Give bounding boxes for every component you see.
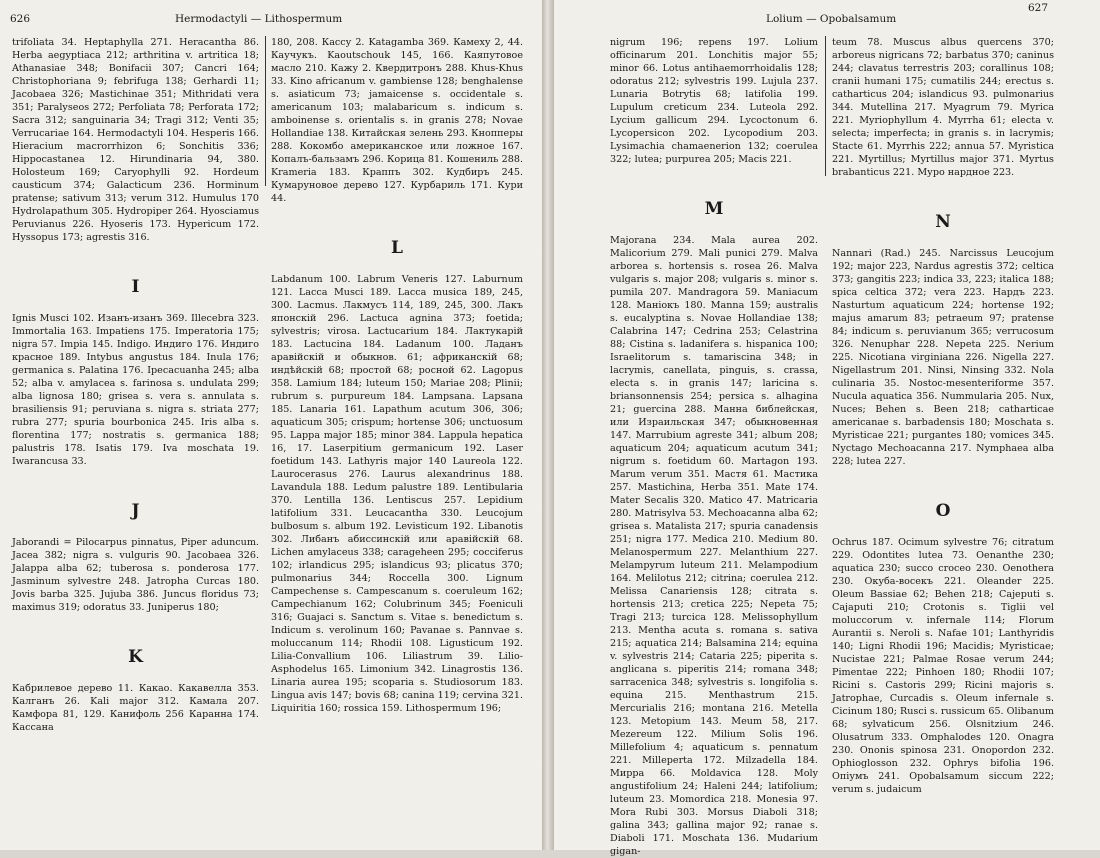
page-header xyxy=(10,10,532,32)
text-column xyxy=(610,36,818,857)
index-entries: teum 78. Muscus albus quercens 370; arboreus nigricans 72; barbatus 370; caninus 244; clavatus terrestris 203; corallinus 108; cranii humani 175; cumatilis 244; erectus s. catharticus 204; islandicus 93. pulmonarius 344. Mutellina 217. Myagrum 79. Myrica 221. Myriophyllum 4. Myrrha 61; electa v. selecta; imperfecta; in granis s. in lacrymis; Stacte 61. Myrrhis 222; annua 57. Myristica 221. Myrtillus; Myrtillus major 371. Myrtus brabanticus 221. Мурo нардное 223. xyxy=(832,37,1054,178)
page-number: 626 xyxy=(10,13,31,25)
text-column xyxy=(832,36,1054,844)
section-letter: L xyxy=(391,238,403,258)
running-head: Lolium — Opobalsamum xyxy=(766,13,897,25)
index-entries: Ochrus 187. Ocimum sylvestre 76; citratum 229. Odontites lutea 73. Oenanthe 230; aquatica 230; succo croceo 230. Oenothera 230. Окуба-восекъ 221. Oleander 225. Oleum Bassiae 62; Behen 218; Cajeputi s. Cajaputi 210; Crotonis s. Tiglii vel moluccorum v. infernale 114; Florum Aurantii s. Neroli s. Nafae 101; Lanthyridis 140; Ligni Rhodii 196; Macidis; Myristicae; Nucistae 221; Palmae Rosae verum 244; Pimentae 222; Pinhoen 180; Rhodii 107; Ricini s. Castoris 299; Ricini majoris s. Jatrophae, Curcadis s. Oleum infernale s. Cicinum 180; Rusci s. russicum 65. Olibanum 68; sylvaticum 256. Olsnitzium 246. Olusatrum 333. Omphalodes 120. Onagra 230. Ononis spinosa 231. Onopordon 232. Ophioglosson 232. Ophrys bifolia 196. Опіумъ 241. Opobalsamum siccum 222; verum s. judaicum xyxy=(832,537,1054,795)
column-rule xyxy=(265,36,266,186)
text-column xyxy=(12,36,259,844)
index-entries: trifoliata 34. Heptaphylla 271. Heracantha 86. Herba aegyptiaca 212; arthritina v. artritica 18; Athanasiae 348; Bonifacii 307; Cancri 164; Christophoriana 9; febrifuga 138; Gerhardi 11; Jacobaea 326; Mastichinae 351; Mithridati vera 351; Paralyseos 272; Perfoliata 78; Perforata 172; Sacra 312; sanguinaria 34; Tragi 312; Venti 35; Verrucariae 164. Hermodactyli 104. Hesperis 166. Hieracium macrorrhizon 6; Sonchitis 336; Hippocastanea 12. Hirundinaria 94, 380. Holosteum 169; Caryophylli 92. Hordeum causticum 374; Galacticum 236. Horminum pratense; sativum 313; verum 312. Humulus 170 Hydrolapathum 305. Hydropiper 264. Hyosciamus Peruvianus 226. Hyoseris 173. Hypericum 172. Hyssopus 173; agrestis 316. xyxy=(12,37,259,243)
index-entries: Ignis Musci 102. Изанъ-изанъ 369. Illecebra 323. Immortalia 163. Impatiens 175. Imperatoria 175; nigra 57. Impia 145. Indigo. Индиго 176. Индиго красное 189. Intybus angustus 184. Inula 176; germanica s. Palatina 176. Ipecacuanha 245; alba 52; alba v. amylacea s. farinosa s. undulata 299; alba lignosa 180; grisea s. vera s. annulata s. brasiliensis 91; peruviana s. nigra s. striata 277; rubra 277; spuria bourbonica 245. Iris alba s. florentina 177; nostratis s. germanica 188; palustris 178. Isatis 179. Iva moschata 19. Iwarancusa 33. xyxy=(12,313,259,467)
page-header xyxy=(566,2,1088,32)
section-letter: O xyxy=(935,501,951,521)
index-entries: 180, 208. Кассу 2. Katagamba 369. Камеху 2, 44. Кaучукъ. Kaoutschouk 145, 166. Каяпутовое масло 210. Кажу 2. Квердитронъ 288. Khus-Khus 33. Kino africanum v. gambiense 128; benghalense s. asiaticum 73; jamaicense s. occidentale s. americanum 103; malabaricum s. indicum s. amboinense s. orientalis s. in granis 278; Novae Hollandiae 138. Китайская зелень 293. Кнопперы 288. Кокомбо американское или ложное 167. Копалъ-бальзамъ 296. Корица 81. Кошениль 288. Krameria 183. Краппъ 302. Кудбиръ 245. Кумаруновое дерево 127. Курбариль 171. Кури 44. xyxy=(271,37,523,204)
running-head: Hermodactyli — Lithospermum xyxy=(175,13,343,25)
left-page xyxy=(0,0,542,850)
index-entries: nigrum 196; repens 197. Lolium officinarum 201. Lonchitis major 55; minor 66. Lotus antihaemorrhoidalis 128; odoratus 212; sylvestris 199. Lujula 237. Lunaria Botrytis 68; latifolia 199. Lupulum creticum 234. Luteola 292. Lycium gallicum 294. Lycoctonum 6. Lycopersicon 202. Lycopodium 203. Lysimachia chamaenerion 132; coerulea 322; lutea; purpurea 205; Macis 221. xyxy=(610,37,818,165)
section-letter: I xyxy=(131,277,140,297)
section-letter: J xyxy=(131,501,140,521)
index-entries: Кабрилевое дерево 11. Какао. Какавелла 353. Калганъ 26. Kali major 312. Камала 207. Камфора 81, 129. Канифоль 256 Каранна 174. Кассана xyxy=(12,683,259,733)
index-entries: Majorana 234. Mala aurea 202. Malicorium 279. Mali punici 279. Malva arborea s. hortensis s. rosea 26. Malva vulgaris s. major 208; vulgaris s. minor s. pumila 207. Mandragora 59. Maniacum 128. Маніокъ 180. Manna 159; australis s. eucalyptina s. Novae Hollandiae 138; Calabrina 147; Cedrina 253; Celastrina 88; Cistina s. ladanifera s. hispanica 100; Israelitorum s. tamariscina 348; in lacrymis, canellata, pinguis, s. crassa, electa s. in granis 147; laricina s. briansonnensis 254; persica s. alhagina 21; guercina 288. Манна библейская, или Израильская 347; обыкновенная 147. Marrubium agreste 341; album 208; aquaticum 204; aquaticum acutum 341; nigrum s. foetidum 60. Martagon 193. Marum verum 351. Мастя 61. Мастика 257. Mastichina, Herba 351. Mate 174. Mater Secalis 320. Matico 47. Matricaria 280. Matrisylva 53. Mechoacanna alba 62; grisea s. Matalista 217; spuria canadensis 251; nigra 177. Medica 210. Medium 80. Melanospermum 227. Melanthium 227. Melampyrum luteum 211. Melampodium 164. Melilotus 212; citrina; coerulea 212. Melissa Canariensis 128; citrata s. hortensis 213; cretica 225; Nepeta 75; Tragi 213; turcica 128. Melissophyllum 213. Mentha acuta s. romana s. sativa 215; aquatica 214; Balsamina 214; equina v. sylvestris 214; Cataria 225; piperita s. anglicana s. piperitis 214; romana 348; sarracenica 348; sylvestris s. longifolia s. equina 215. Menthastrum 215. Mercurialis 216; montana 216. Metella 123. Metopium 143. Meum 58, 217. Mezereum 122. Milium Solis 196. Millefolium 4; aquaticum s. pennatum 221. Milleperta 172. Milzadella 184. Мирра 66. Moldavica 128. Moly angustifolium 24; Haleni 244; latifolium; luteum 23. Momordica 218. Monesia 97. Mora Rubi 303. Morsus Diaboli 318; galina 343; gallina major 92; ranae s. Diaboli 171. Moschata 136. Mudarium gigan- xyxy=(610,235,818,857)
section-letter: N xyxy=(935,212,951,232)
section-letter: K xyxy=(128,647,143,667)
index-entries: Jaborandi = Pilocarpus pinnatus, Piper aduncum. Jacea 382; nigra s. vulguris 90. Jacobaea 326. Jalappa alba 62; tuberosa s. ponderosa 177. Jasminum sylvestre 248. Jatropha Curcas 180. Jovis barba 325. Jujuba 386. Juncus floridus 73; maximus 319; odoratus 33. Juniperus 180; xyxy=(12,537,259,613)
book-gutter xyxy=(542,0,554,850)
column-rule xyxy=(825,36,826,176)
text-column xyxy=(271,36,523,844)
page-number: 627 xyxy=(1028,2,1049,14)
index-entries: Nannari (Rad.) 245. Narcissus Leucojum 192; major 223, Nardus agrestis 372; celtica 373; gangitis 223; indica 33, 223; italica 188; spica celtica 372; vera 223. Нардъ 223. Nasturtum aquaticum 224; hortense 192; majus amarum 83; petraeum 97; pratense 84; indicum s. peruvianum 365; verrucosum 326. Nenuphar 228. Nepeta 225. Nerium 225. Nicotiana virginiana 226. Nigella 227. Nigellastrum 201. Ninsi, Ninsing 332. Nola culinaria 35. Nostoc-mesenteriforme 357. Nucula aquatica 356. Nummularia 205. Nux, Nuces; Behen s. Been 218; catharticae americanae s. barbadensis 180; Moschata s. Myristicae 221; purgantes 180; vomices 345. Nyctago Mechoacanna 217. Nymphaea alba 228; lutea 227. xyxy=(832,248,1054,467)
index-entries: Labdanum 100. Labrum Veneris 127. Laburnum 121. Lacca Musci 189. Lacca musica 189, 245, 300. Lacmus. Лакмусъ 114, 189, 245, 300. Лакъ японскій 296. Lactuca agnina 373; foetida; sylvestris; virosa. Lactucarium 184. Лактукарій 183. Lactucina 184. Ladanum 100. Ладанъ аравійскій и обыкнов. 61; африканскій 68; индѣйскій 68; простой 68; росной 62. Lagopus 358. Lamium 184; luteum 150; Mariae 208; Plinii; rubrum s. purpureum 184. Lampsana. Lapsana 185. Lanaria 161. Lapathum acutum 306, 306; aquaticum 305; crispum; hortense 306; unctuosum 95. Lappa major 185; minor 384. Lappula hepatica 16, 17. Laserpitium germanicum 192. Laser foetidum 143. Lathyris major 140 Laureola 122. Laurocerasus 276. Laurus alexandrinus 188. Lavandula 188. Ledum palustre 189. Lentibularia 370. Lentilla 136. Lentiscus 257. Lepidium latifolium 331. Leucacantha 330. Leucojum bulbosum s. album 192. Levisticum 192. Libanotis 302. Либанъ абиссинскій или аравійскій 68. Lichen amylaceus 338; carageheen 295; cocciferus 102; irlandicus 295; islandicus 93; plicatus 370; pulmonarius 344; Roccella 300. Lignum Campechense s. Campescanum s. coeruleum 162; Campechianum 162; Colubrinum 345; Foeniculi 316; Guajaci s. Sanctum s. Vitae s. benedictum s. Indicum s. verolinum 160; Pavanae s. Pannvae s. moluccanum 114; Rhodii 108. Ligusticum 192. Lilia-Convallium 106. Liliastrum 39. Lilio-Asphodelus 165. Limonium 342. Linagrostis 136. Linaria aurea 195; scoparia s. Studiosorum 183. Lingua avis 147; bovis 68; canina 119; cervina 321. Liquiritia 160; rossica 159. Lithospermum 196; xyxy=(271,274,523,714)
section-letter: M xyxy=(704,199,724,219)
right-page xyxy=(554,0,1100,857)
